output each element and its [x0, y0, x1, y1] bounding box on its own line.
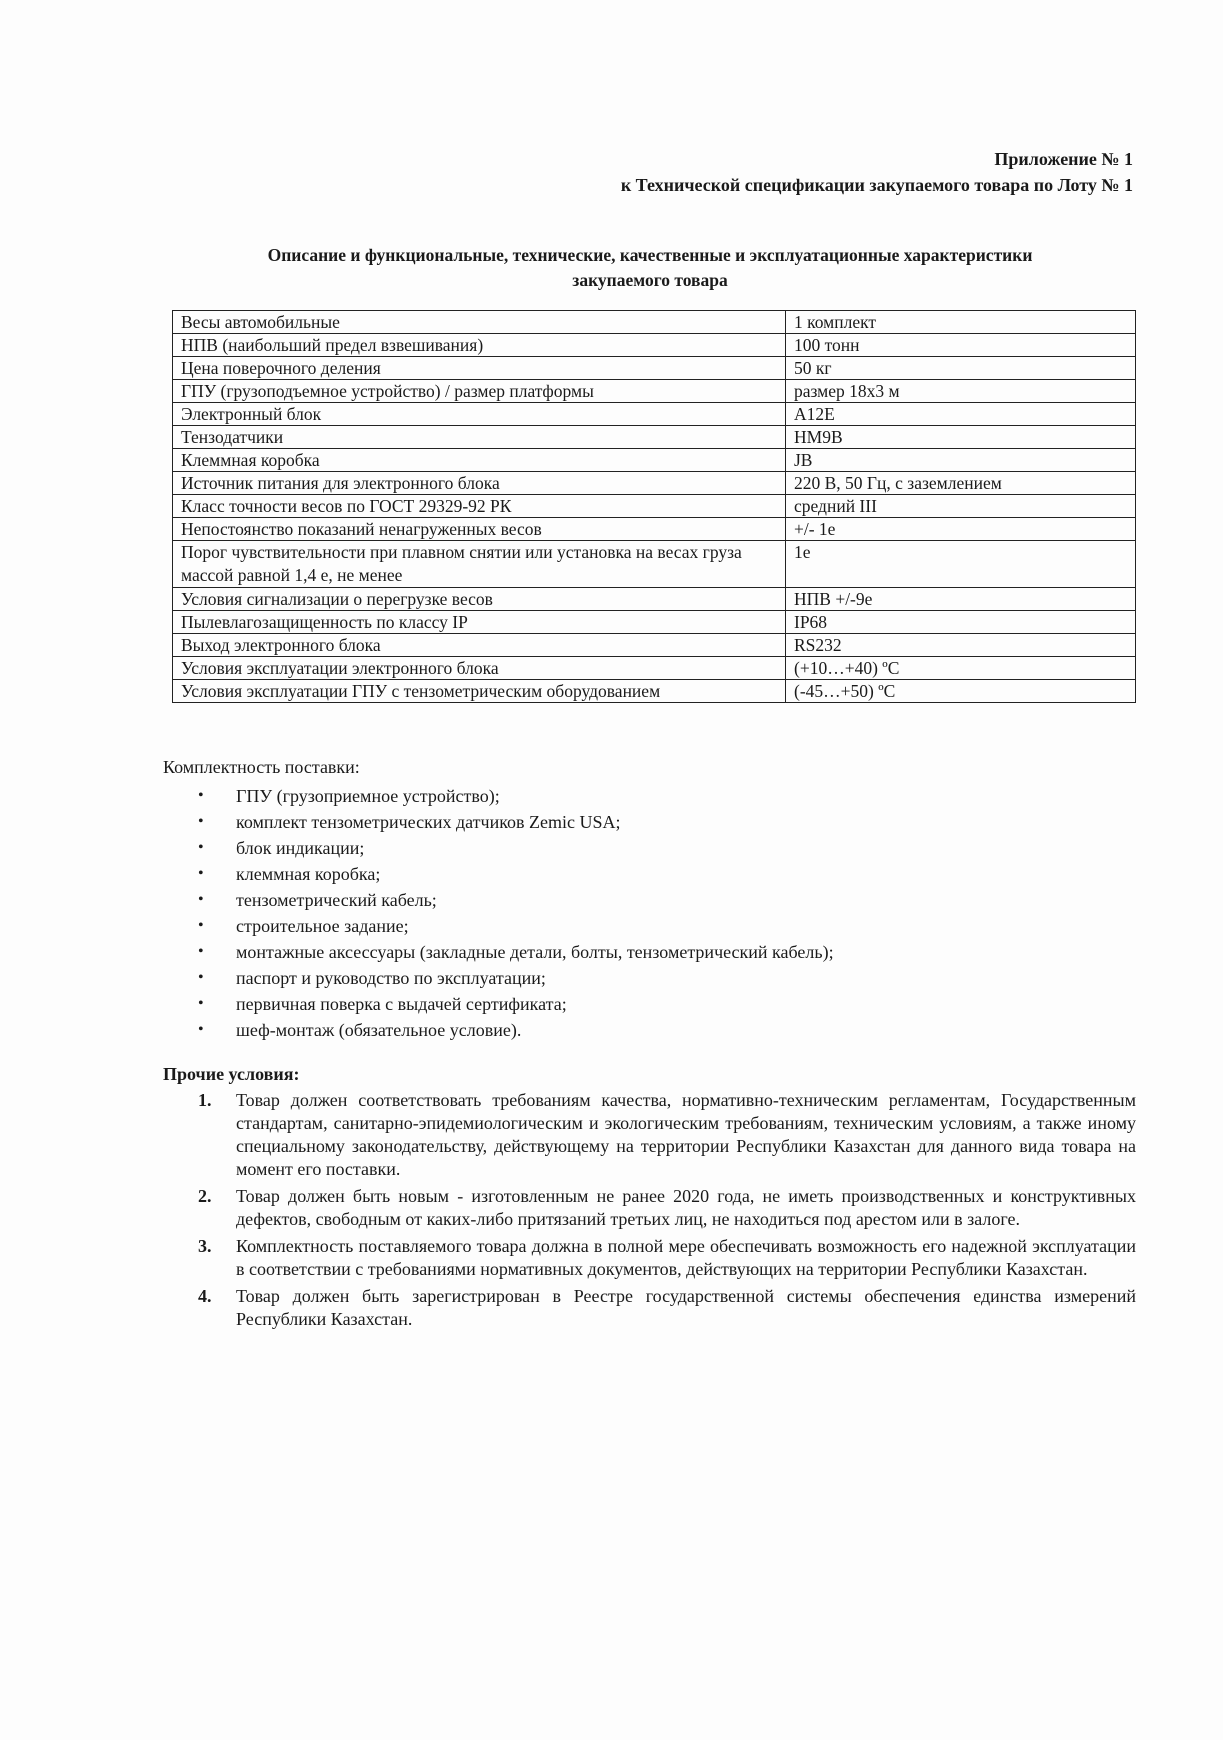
spec-value: IP68 — [786, 611, 1136, 634]
completeness-heading: Комплектность поставки: — [163, 757, 360, 777]
table-row — [173, 380, 1136, 403]
list-item-text: первичная поверка с выдачей сертификата; — [236, 994, 567, 1014]
list-item — [198, 809, 834, 835]
list-item-text: ГПУ (грузоприемное устройство); — [236, 786, 500, 806]
spec-param: Выход электронного блока — [173, 634, 786, 657]
spec-param: Электронный блок — [173, 403, 786, 426]
table-row — [173, 634, 1136, 657]
list-item — [198, 913, 834, 939]
table-row — [173, 657, 1136, 680]
list-item — [198, 835, 834, 861]
table-row — [173, 449, 1136, 472]
bullet-icon: • — [198, 891, 204, 908]
list-item-text: тензометрический кабель; — [236, 890, 437, 910]
bullet-icon: • — [198, 943, 204, 960]
spec-value: JB — [786, 449, 1136, 472]
condition-number: 3. — [198, 1236, 212, 1256]
list-item — [198, 965, 834, 991]
condition-text: Товар должен быть новым - изготовленным не ранее 2020 года, не иметь производственных и конструктивных дефектов, свободным от каких-либо притязаний третьих лиц, не находиться под арестом или в залоге. — [236, 1186, 1136, 1229]
condition-item — [198, 1235, 1136, 1281]
title-line-1: Описание и функциональные, технические, качественные и эксплуатационные характеристики — [267, 245, 1033, 265]
table-row — [173, 426, 1136, 449]
table-row — [173, 495, 1136, 518]
spec-value: размер 18х3 м — [786, 380, 1136, 403]
spec-param: Весы автомобильные — [173, 311, 786, 334]
spec-value: 1 комплект — [786, 311, 1136, 334]
condition-item — [198, 1089, 1136, 1181]
bullet-icon: • — [198, 787, 204, 804]
appendix-number: Приложение № 1 — [994, 149, 1133, 169]
list-item-text: клеммная коробка; — [236, 864, 381, 884]
spec-param: Источник питания для электронного блока — [173, 472, 786, 495]
spec-value: 220 В, 50 Гц, с заземлением — [786, 472, 1136, 495]
condition-text: Товар должен соответствовать требованиям качества, нормативно-техническим регламентам, Государственным стандартам, санитарно-эпидемиологическим и экологическим требованиям, техническим условиям, а также иному специальному законодательству, действующему на территории Республики Казахстан для данного вида товара на момент его поставки. — [236, 1090, 1136, 1179]
table-row — [173, 588, 1136, 611]
table-row — [173, 334, 1136, 357]
condition-item — [198, 1285, 1136, 1331]
bullet-icon: • — [198, 813, 204, 830]
bullet-icon: • — [198, 995, 204, 1012]
spec-value: 100 тонн — [786, 334, 1136, 357]
spec-param: Цена поверочного деления — [173, 357, 786, 380]
table-row — [173, 403, 1136, 426]
condition-number: 4. — [198, 1286, 212, 1306]
condition-number: 2. — [198, 1186, 212, 1206]
spec-value: НПВ +/-9е — [786, 588, 1136, 611]
spec-param: Условия эксплуатации электронного блока — [173, 657, 786, 680]
specs-table — [172, 310, 1136, 703]
bullet-icon: • — [198, 917, 204, 934]
completeness-list — [198, 783, 834, 1043]
list-item-text: паспорт и руководство по эксплуатации; — [236, 968, 546, 988]
list-item-text: комплект тензометрических датчиков Zemic USA; — [236, 812, 621, 832]
spec-param: НПВ (наибольший предел взвешивания) — [173, 334, 786, 357]
list-item — [198, 939, 834, 965]
spec-param: Пылевлагозащищенность по классу IP — [173, 611, 786, 634]
condition-text: Товар должен быть зарегистрирован в Реестре государственной системы обеспечения единства измерений Республики Казахстан. — [236, 1286, 1136, 1329]
title-line-2: закупаемого товара — [572, 270, 728, 290]
spec-value: 50 кг — [786, 357, 1136, 380]
spec-value: A12E — [786, 403, 1136, 426]
list-item-text: строительное задание; — [236, 916, 409, 936]
table-row — [173, 680, 1136, 703]
table-row — [173, 518, 1136, 541]
list-item — [198, 887, 834, 913]
spec-value: (-45…+50) ºС — [786, 680, 1136, 703]
table-row — [173, 541, 1136, 588]
spec-param: Непостоянство показаний ненагруженных весов — [173, 518, 786, 541]
bullet-icon: • — [198, 839, 204, 856]
document-title — [150, 243, 1150, 293]
condition-number: 1. — [198, 1090, 212, 1110]
appendix-header — [621, 146, 1133, 198]
bullet-icon: • — [198, 1021, 204, 1038]
spec-value: +/- 1e — [786, 518, 1136, 541]
spec-value: средний III — [786, 495, 1136, 518]
spec-value: (+10…+40) ºС — [786, 657, 1136, 680]
condition-text: Комплектность поставляемого товара должна в полной мере обеспечивать возможность его надежной эксплуатации в соответствии с требованиями нормативных документов, действующих на территории Республики Казахстан. — [236, 1236, 1136, 1279]
spec-value: HM9B — [786, 426, 1136, 449]
spec-param: Клеммная коробка — [173, 449, 786, 472]
list-item — [198, 991, 834, 1017]
spec-param: Условия эксплуатации ГПУ с тензометрическим оборудованием — [173, 680, 786, 703]
table-row — [173, 472, 1136, 495]
list-item-text: монтажные аксессуары (закладные детали, болты, тензометрический кабель); — [236, 942, 834, 962]
list-item-text: шеф-монтаж (обязательное условие). — [236, 1020, 522, 1040]
list-item — [198, 1017, 834, 1043]
bullet-icon: • — [198, 865, 204, 882]
spec-value: RS232 — [786, 634, 1136, 657]
list-item — [198, 861, 834, 887]
table-row — [173, 311, 1136, 334]
spec-param: ГПУ (грузоподъемное устройство) / размер платформы — [173, 380, 786, 403]
other-conditions-list — [198, 1089, 1136, 1335]
table-row — [173, 611, 1136, 634]
condition-item — [198, 1185, 1136, 1231]
spec-value: 1e — [786, 541, 1136, 588]
spec-param: Тензодатчики — [173, 426, 786, 449]
other-conditions-heading: Прочие условия: — [163, 1064, 300, 1084]
spec-param: Порог чувствительности при плавном снятии или установка на весах груза массой равной 1,4 е, не менее — [173, 541, 786, 588]
appendix-reference: к Технической спецификации закупаемого товара по Лоту № 1 — [620, 175, 1133, 195]
list-item — [198, 783, 834, 809]
spec-param: Условия сигнализации о перегрузке весов — [173, 588, 786, 611]
table-row — [173, 357, 1136, 380]
spec-param: Класс точности весов по ГОСТ 29329-92 РК — [173, 495, 786, 518]
list-item-text: блок индикации; — [236, 838, 365, 858]
bullet-icon: • — [198, 969, 204, 986]
